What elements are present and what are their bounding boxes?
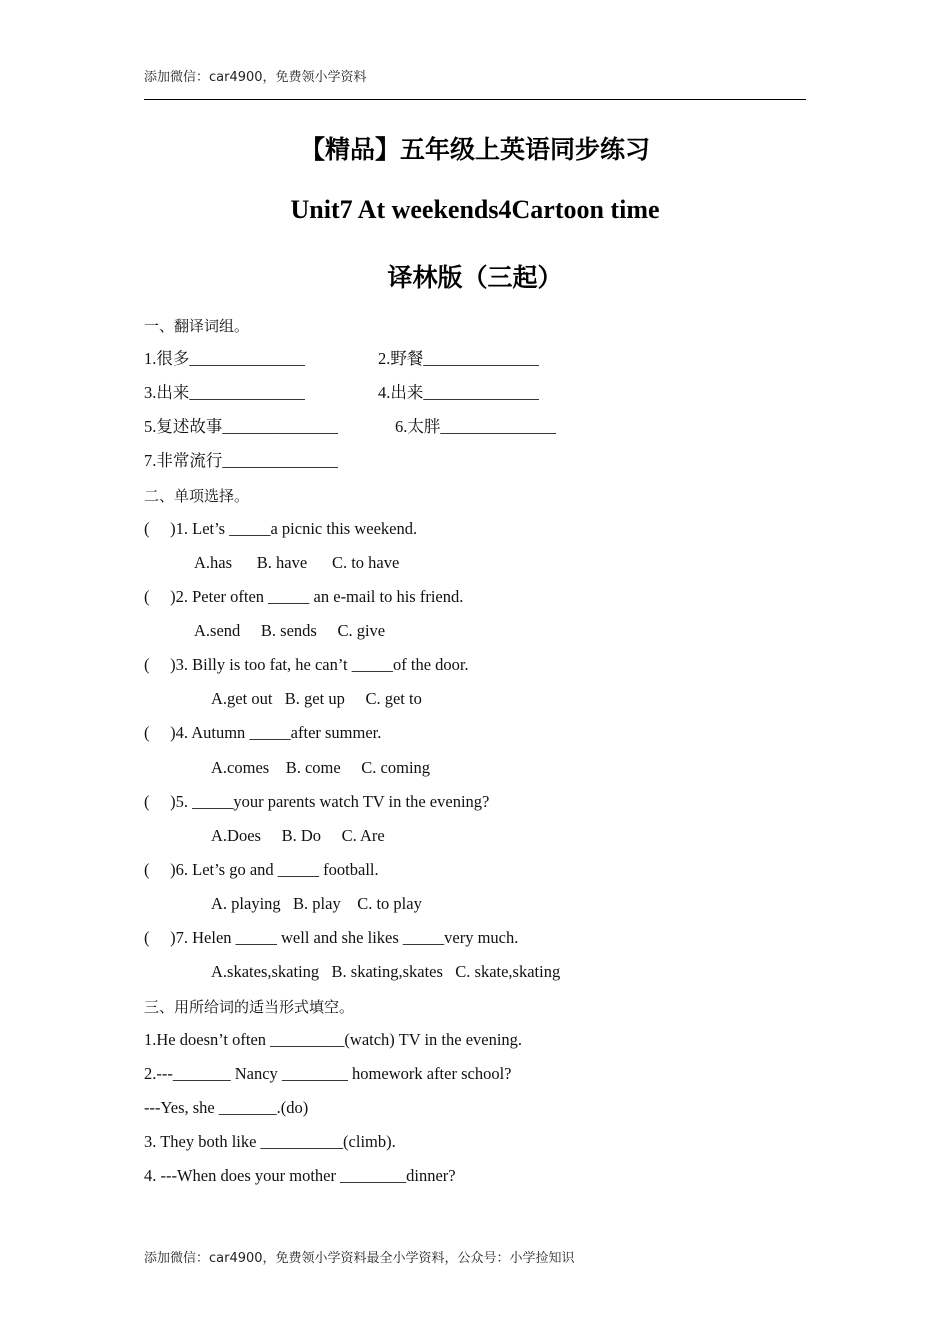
mc-options-1: A.has B. have C. to have — [194, 553, 400, 572]
fill-item-1: 1.He doesn’t often _________(watch) TV in the evening. — [144, 1030, 523, 1049]
header-divider — [144, 99, 806, 100]
header-note: 添加微信：car4900，免费领小学资料 — [144, 70, 367, 85]
translate-item-2: 2.野餐______________ — [378, 349, 539, 368]
unit-title: Unit7 At weekends4Cartoon time — [290, 195, 660, 224]
edition-title: 译林版（三起） — [387, 263, 563, 292]
mc-question-1: ( )1. Let’s _____a picnic this weekend. — [144, 519, 418, 538]
mc-question-2: ( )2. Peter often _____ an e-mail to his friend. — [144, 587, 464, 606]
translate-item-3: 3.出来______________ — [144, 383, 305, 402]
translate-item-1: 1.很多______________ — [144, 349, 305, 368]
mc-options-5: A.Does B. Do C. Are — [211, 826, 385, 845]
mc-question-4: ( )4. Autumn _____after summer. — [144, 723, 382, 742]
mc-options-6: A. playing B. play C. to play — [211, 894, 422, 913]
fill-item-3: 3. They both like __________(climb). — [144, 1132, 396, 1151]
translate-item-4: 4.出来______________ — [378, 383, 539, 402]
mc-options-3: A.get out B. get up C. get to — [211, 689, 422, 708]
section3-heading: 三、用所给词的适当形式填空。 — [144, 998, 355, 1016]
mc-options-2: A.send B. sends C. give — [194, 621, 386, 640]
footer-note: 添加微信：car4900，免费领小学资料最全小学资料，公众号：小学捡知识 — [144, 1251, 575, 1266]
mc-question-3: ( )3. Billy is too fat, he can’t _____of the door. — [144, 655, 469, 674]
fill-item-4: 4. ---When does your mother ________dinner? — [144, 1166, 456, 1185]
translate-item-6: 6.太胖______________ — [395, 417, 556, 436]
section1-heading: 一、翻译词组。 — [144, 317, 250, 335]
mc-question-7: ( )7. Helen _____ well and she likes _____very much. — [144, 928, 519, 947]
translate-item-7: 7.非常流行______________ — [144, 451, 338, 470]
main-title: 【精品】五年级上英语同步练习 — [299, 135, 650, 164]
section2-heading: 二、单项选择。 — [144, 487, 250, 505]
translate-item-5: 5.复述故事______________ — [144, 417, 338, 436]
fill-item-2: 2.---_______ Nancy ________ homework after school? — [144, 1064, 512, 1083]
mc-options-4: A.comes B. come C. coming — [211, 758, 431, 777]
mc-question-6: ( )6. Let’s go and _____ football. — [144, 860, 379, 879]
mc-question-5: ( )5. _____your parents watch TV in the evening? — [144, 792, 490, 811]
fill-item-2-answer: ---Yes, she _______.(do) — [144, 1098, 309, 1117]
mc-options-7: A.skates,skating B. skating,skates C. skate,skating — [211, 962, 561, 981]
